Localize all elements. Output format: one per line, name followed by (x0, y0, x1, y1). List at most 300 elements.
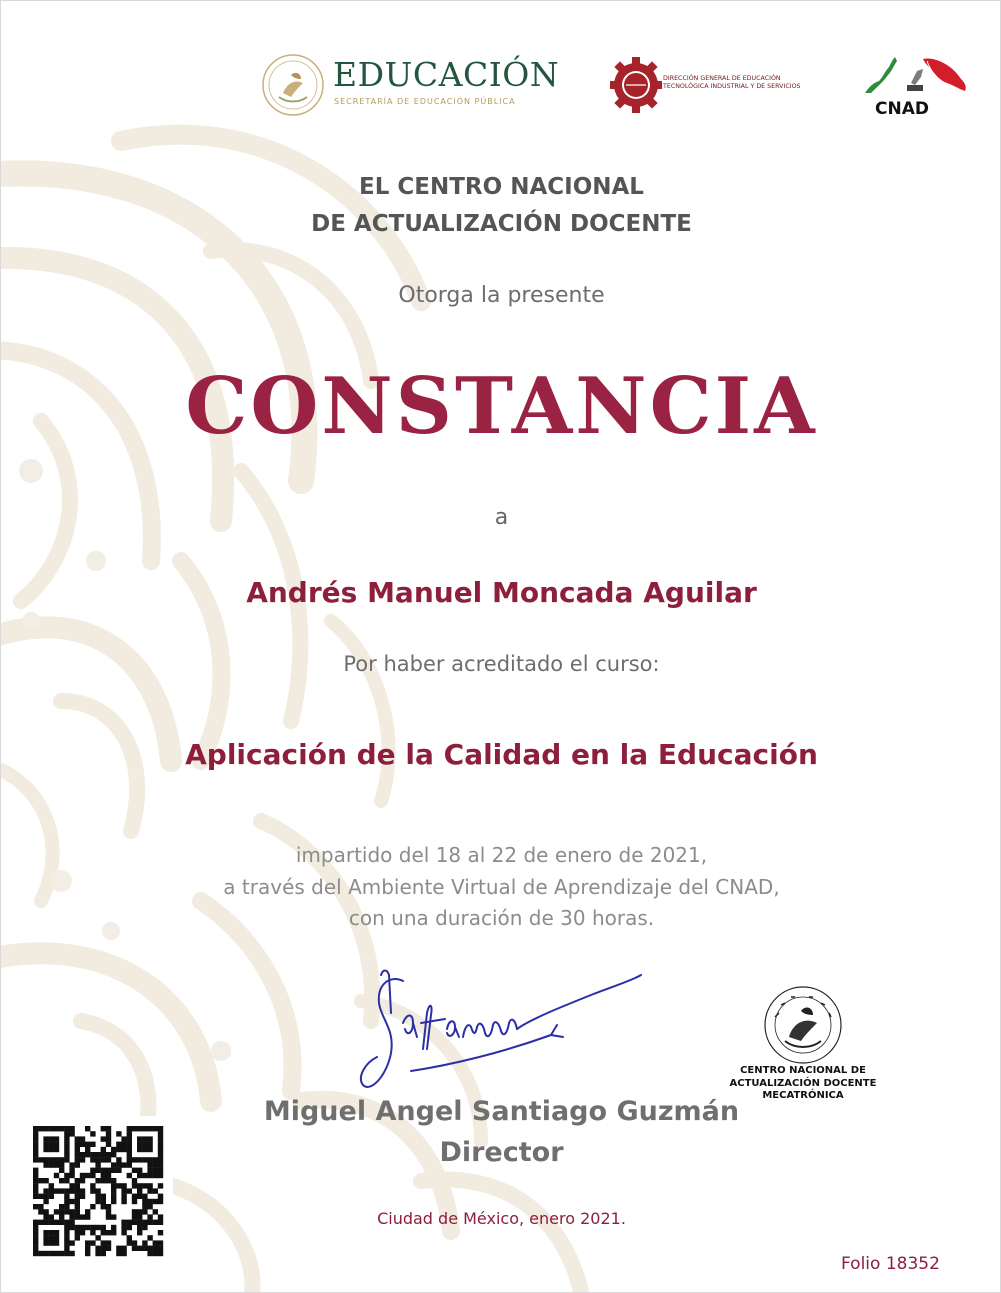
qr-module (75, 1147, 80, 1152)
qr-module (158, 1131, 163, 1136)
qr-module (142, 1147, 147, 1152)
qr-module (69, 1251, 74, 1256)
qr-module (142, 1157, 147, 1162)
qr-module (69, 1168, 74, 1173)
qr-module (64, 1152, 69, 1157)
qr-module (121, 1142, 126, 1147)
qr-module (132, 1183, 137, 1188)
qr-module (90, 1157, 95, 1162)
qr-module (101, 1246, 106, 1251)
qr-module (75, 1136, 80, 1141)
qr-module (95, 1246, 100, 1251)
qr-module (49, 1183, 54, 1188)
signer-name: Miguel Angel Santiago Guzmán (263, 1096, 740, 1127)
qr-module (158, 1199, 163, 1204)
qr-module (69, 1126, 74, 1131)
qr-module (106, 1152, 111, 1157)
qr-module (95, 1251, 100, 1256)
qr-module (75, 1162, 80, 1167)
qr-module (59, 1188, 64, 1193)
qr-module (153, 1126, 158, 1131)
course-title: Aplicación de la Calidad en la Educación (185, 738, 818, 771)
qr-module (121, 1251, 126, 1256)
qr-module (153, 1199, 158, 1204)
qr-module (64, 1240, 69, 1245)
qr-module (85, 1173, 90, 1178)
qr-module (75, 1194, 80, 1199)
qr-module (153, 1162, 158, 1167)
qr-module (137, 1194, 142, 1199)
qr-module (137, 1183, 142, 1188)
qr-module (33, 1251, 38, 1256)
qr-module (158, 1157, 163, 1162)
qr-module (137, 1147, 142, 1152)
qr-module (132, 1168, 137, 1173)
qr-module (38, 1126, 43, 1131)
qr-module (69, 1188, 74, 1193)
qr-module (101, 1194, 106, 1199)
qr-module (111, 1147, 116, 1152)
qr-module (153, 1173, 158, 1178)
qr-module (43, 1230, 48, 1235)
qr-module (85, 1142, 90, 1147)
qr-module (54, 1240, 59, 1245)
qr-module (147, 1126, 152, 1131)
qr-module (121, 1199, 126, 1204)
qr-module (147, 1235, 152, 1240)
qr-module (54, 1173, 59, 1178)
qr-module (127, 1162, 132, 1167)
qr-module (142, 1183, 147, 1188)
qr-module (158, 1142, 163, 1147)
qr-module (127, 1136, 132, 1141)
qr-module (127, 1126, 132, 1131)
qr-module (33, 1246, 38, 1251)
qr-module (137, 1157, 142, 1162)
qr-module (95, 1188, 100, 1193)
qr-module (80, 1173, 85, 1178)
qr-module (127, 1157, 132, 1162)
qr-module (106, 1136, 111, 1141)
dgeti-text (663, 75, 833, 91)
qr-module (49, 1188, 54, 1193)
qr-module (137, 1230, 142, 1235)
qr-module (111, 1188, 116, 1193)
qr-module (54, 1235, 59, 1240)
qr-module (54, 1147, 59, 1152)
qr-module (33, 1188, 38, 1193)
qr-module (75, 1230, 80, 1235)
qr-module (49, 1142, 54, 1147)
qr-module (121, 1147, 126, 1152)
educacion-title: EDUCACIÓN (333, 55, 560, 94)
qr-module (64, 1188, 69, 1193)
qr-module (64, 1246, 69, 1251)
qr-module (49, 1251, 54, 1256)
qr-module (127, 1131, 132, 1136)
qr-module (158, 1136, 163, 1141)
qr-module (54, 1162, 59, 1167)
qr-module (111, 1230, 116, 1235)
qr-module (69, 1240, 74, 1245)
qr-module (80, 1230, 85, 1235)
qr-module (43, 1240, 48, 1245)
official-stamp (723, 983, 883, 1103)
qr-module (121, 1246, 126, 1251)
handwritten-signature (351, 953, 651, 1103)
recipient-name: Andrés Manuel Moncada Aguilar (246, 576, 757, 609)
qr-module (101, 1199, 106, 1204)
qr-module (43, 1142, 48, 1147)
qr-module (49, 1194, 54, 1199)
qr-module (33, 1131, 38, 1136)
qr-module (106, 1246, 111, 1251)
qr-module (142, 1199, 147, 1204)
qr-module (137, 1168, 142, 1173)
qr-module (75, 1142, 80, 1147)
qr-module (137, 1173, 142, 1178)
qr-module (95, 1194, 100, 1199)
qr-module (111, 1162, 116, 1167)
qr-module (90, 1173, 95, 1178)
qr-module (33, 1147, 38, 1152)
qr-module (101, 1230, 106, 1235)
qr-module (49, 1147, 54, 1152)
qr-module (90, 1240, 95, 1245)
folio-number: Folio 18352 (841, 1254, 940, 1274)
qr-module (158, 1173, 163, 1178)
qr-module (147, 1142, 152, 1147)
detail-line1: impartido del 18 al 22 de enero de 2021, (295, 843, 708, 867)
qr-module (59, 1157, 64, 1162)
qr-module (95, 1168, 100, 1173)
qr-module (75, 1157, 80, 1162)
qr-module (142, 1126, 147, 1131)
mexican-coat-of-arms-icon (261, 53, 325, 117)
qr-module (95, 1178, 100, 1183)
qr-module (54, 1157, 59, 1162)
qr-module (49, 1157, 54, 1162)
qr-module (90, 1188, 95, 1193)
qr-module (153, 1251, 158, 1256)
stamp-line1: CENTRO NACIONAL DE (740, 1065, 866, 1076)
qr-module (137, 1126, 142, 1131)
qr-module (49, 1230, 54, 1235)
qr-module (153, 1188, 158, 1193)
qr-module (127, 1188, 132, 1193)
institution-line1: EL CENTRO NACIONAL (359, 174, 644, 200)
qr-module (153, 1240, 158, 1245)
qr-module (43, 1126, 48, 1131)
qr-module (75, 1178, 80, 1183)
qr-module (147, 1183, 152, 1188)
qr-module (147, 1251, 152, 1256)
qr-module (111, 1168, 116, 1173)
qr-module (64, 1136, 69, 1141)
qr-module (85, 1251, 90, 1256)
qr-module (147, 1162, 152, 1167)
qr-module (137, 1188, 142, 1193)
qr-module (43, 1199, 48, 1204)
qr-module (147, 1157, 152, 1162)
qr-module (90, 1131, 95, 1136)
qr-module (158, 1168, 163, 1173)
qr-module (106, 1230, 111, 1235)
qr-module (106, 1178, 111, 1183)
qr-module (132, 1194, 137, 1199)
qr-module (127, 1235, 132, 1240)
qr-module (80, 1194, 85, 1199)
qr-module (59, 1126, 64, 1131)
qr-module (111, 1183, 116, 1188)
qr-module (132, 1157, 137, 1162)
qr-module (158, 1194, 163, 1199)
qr-module (127, 1152, 132, 1157)
educacion-logo (261, 53, 561, 117)
qr-module (64, 1194, 69, 1199)
stamp-line3: MECATRÓNICA (762, 1090, 844, 1101)
qr-module (85, 1126, 90, 1131)
qr-module (33, 1142, 38, 1147)
qr-module (54, 1188, 59, 1193)
qr-module (158, 1183, 163, 1188)
qr-module (142, 1194, 147, 1199)
qr-module (127, 1240, 132, 1245)
qr-module (54, 1230, 59, 1235)
qr-module (95, 1235, 100, 1240)
coat-of-arms-seal-icon (761, 983, 845, 1067)
qr-module (95, 1152, 100, 1157)
qr-module (95, 1157, 100, 1162)
qr-module (121, 1136, 126, 1141)
qr-module (33, 1194, 38, 1199)
qr-module (137, 1136, 142, 1141)
qr-module (106, 1240, 111, 1245)
qr-module (49, 1235, 54, 1240)
qr-module (142, 1246, 147, 1251)
qr-module (90, 1183, 95, 1188)
qr-module (69, 1183, 74, 1188)
qr-module (59, 1178, 64, 1183)
qr-module (49, 1126, 54, 1131)
educacion-subtitle: SECRETARÍA DE EDUCACIÓN PÚBLICA (334, 97, 516, 106)
qr-module (101, 1126, 106, 1131)
qr-module (43, 1251, 48, 1256)
qr-module (33, 1173, 38, 1178)
qr-module (69, 1162, 74, 1167)
qr-module (147, 1136, 152, 1141)
course-details (1, 840, 1001, 935)
qr-module (64, 1199, 69, 1204)
qr-module (121, 1162, 126, 1167)
japan-mexico-map-icon (861, 53, 971, 99)
qr-module (147, 1173, 152, 1178)
qr-module (158, 1147, 163, 1152)
qr-module (90, 1152, 95, 1157)
qr-module (33, 1157, 38, 1162)
qr-module (59, 1251, 64, 1256)
qr-module (69, 1131, 74, 1136)
qr-module (75, 1183, 80, 1188)
qr-module (106, 1131, 111, 1136)
qr-module (101, 1136, 106, 1141)
qr-module (90, 1230, 95, 1235)
institution-line2: DE ACTUALIZACIÓN DOCENTE (311, 211, 692, 237)
qr-module (132, 1240, 137, 1245)
detail-line2: a través del Ambiente Virtual de Aprendizaje del CNAD, (223, 874, 780, 899)
qr-module (116, 1183, 121, 1188)
qr-module (121, 1183, 126, 1188)
qr-module (64, 1251, 69, 1256)
qr-module (153, 1246, 158, 1251)
qr-module (33, 1126, 38, 1131)
qr-module (111, 1194, 116, 1199)
qr-module (43, 1178, 48, 1183)
qr-module (116, 1157, 121, 1162)
qr-module (137, 1246, 142, 1251)
qr-module (80, 1188, 85, 1193)
qr-module (106, 1126, 111, 1131)
qr-module (54, 1251, 59, 1256)
qr-code[interactable] (23, 1116, 173, 1266)
institution-name (1, 169, 1001, 243)
stamp-line2: ACTUALIZACIÓN DOCENTE (729, 1077, 877, 1089)
qr-module (95, 1199, 100, 1204)
qr-module (142, 1142, 147, 1147)
qr-module (132, 1178, 137, 1183)
signer-role: Director (439, 1137, 564, 1168)
qr-module (101, 1178, 106, 1183)
qr-module (147, 1199, 152, 1204)
qr-module (101, 1240, 106, 1245)
certificate-title: CONSTANCIA (185, 361, 818, 452)
qr-module (111, 1152, 116, 1157)
qr-module (33, 1178, 38, 1183)
qr-module (101, 1157, 106, 1162)
qr-module (33, 1136, 38, 1141)
qr-module (127, 1147, 132, 1152)
qr-module (49, 1240, 54, 1245)
qr-module (33, 1183, 38, 1188)
qr-module (43, 1194, 48, 1199)
qr-module (64, 1173, 69, 1178)
qr-module (80, 1157, 85, 1162)
qr-module (85, 1147, 90, 1152)
qr-module (132, 1246, 137, 1251)
qr-module (69, 1173, 74, 1178)
stamp-text (723, 1065, 883, 1103)
dgeti-text-line2: TECNOLÓGICA INDUSTRIAL Y DE SERVICIOS (663, 83, 801, 90)
qr-module (111, 1199, 116, 1204)
qr-module (121, 1194, 126, 1199)
qr-module (33, 1235, 38, 1240)
qr-module (106, 1168, 111, 1173)
qr-module (43, 1235, 48, 1240)
qr-module (101, 1173, 106, 1178)
cnad-label: CNAD (875, 99, 929, 119)
qr-module (33, 1152, 38, 1157)
qr-module (49, 1136, 54, 1141)
qr-module (132, 1126, 137, 1131)
qr-module (158, 1152, 163, 1157)
qr-module (116, 1147, 121, 1152)
qr-module (106, 1173, 111, 1178)
qr-module (64, 1131, 69, 1136)
qr-module (54, 1136, 59, 1141)
qr-module (121, 1188, 126, 1193)
qr-module (43, 1136, 48, 1141)
qr-module (116, 1162, 121, 1167)
qr-module (116, 1251, 121, 1256)
qr-module (43, 1157, 48, 1162)
qr-module (101, 1147, 106, 1152)
qr-module (75, 1199, 80, 1204)
qr-module (137, 1142, 142, 1147)
qr-module (64, 1157, 69, 1162)
qr-module (132, 1199, 137, 1204)
qr-module (38, 1194, 43, 1199)
qr-module (121, 1230, 126, 1235)
qr-module (75, 1188, 80, 1193)
qr-module (54, 1126, 59, 1131)
dgeti-logo (609, 53, 829, 119)
qr-module (127, 1142, 132, 1147)
qr-module (147, 1168, 152, 1173)
qr-module (106, 1157, 111, 1162)
qr-module (80, 1178, 85, 1183)
qr-module (142, 1240, 147, 1245)
qr-module (147, 1147, 152, 1152)
qr-module (127, 1173, 132, 1178)
qr-module (80, 1152, 85, 1157)
cnad-logo (861, 53, 971, 121)
qr-module (38, 1157, 43, 1162)
qr-module (158, 1126, 163, 1131)
qr-module (101, 1152, 106, 1157)
qr-module (116, 1142, 121, 1147)
qr-module (158, 1251, 163, 1256)
qr-module (158, 1162, 163, 1167)
qr-module (69, 1199, 74, 1204)
dgeti-text-line1: DIRECCIÓN GENERAL DE EDUCACIÓN (663, 75, 781, 82)
qr-module (116, 1131, 121, 1136)
qr-module (75, 1152, 80, 1157)
qr-module (142, 1136, 147, 1141)
qr-module (33, 1168, 38, 1173)
qr-module (90, 1168, 95, 1173)
qr-module (85, 1246, 90, 1251)
qr-module (64, 1178, 69, 1183)
detail-line3: con una duración de 30 horas. (348, 906, 655, 930)
qr-module (95, 1162, 100, 1167)
qr-module (158, 1240, 163, 1245)
qr-module (158, 1230, 163, 1235)
qr-module (90, 1142, 95, 1147)
qr-module (116, 1168, 121, 1173)
qr-module (116, 1246, 121, 1251)
qr-module (64, 1235, 69, 1240)
qr-module (54, 1142, 59, 1147)
qr-module (33, 1240, 38, 1245)
place-date: Ciudad de México, enero 2021. (377, 1209, 626, 1228)
qr-module (43, 1188, 48, 1193)
gear-icon (609, 53, 667, 117)
qr-module (147, 1246, 152, 1251)
qr-module (111, 1178, 116, 1183)
qr-module (49, 1162, 54, 1167)
qr-module (153, 1168, 158, 1173)
qr-module (43, 1147, 48, 1152)
